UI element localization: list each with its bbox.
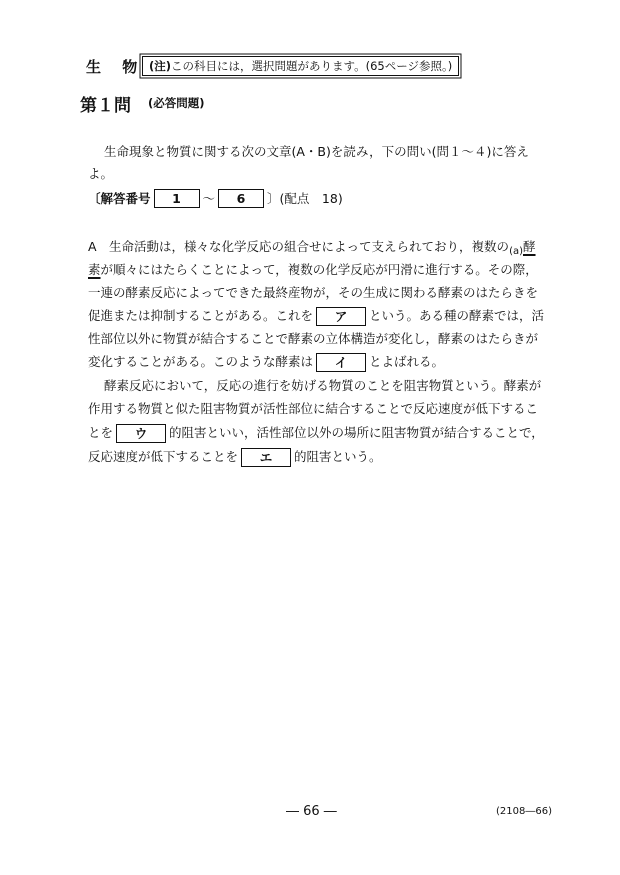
passage-text: 反応速度が低下することを (88, 449, 239, 464)
blank-box-i: イ (316, 353, 366, 372)
blank-box-a: ア (316, 307, 366, 326)
passage-line-1 (88, 236, 536, 258)
passage-text: が順々にはたらくことによって，複数の化学反応が円滑に進行する。その際， (100, 262, 538, 277)
passage-line-4 (88, 305, 544, 327)
passage-line-9 (88, 422, 544, 444)
passage-text: とよばれる。 (369, 354, 445, 369)
passage-line-7: 酵素反応において，反応の進行を妨げる物質のことを阻害物質という。酵素が (104, 378, 542, 393)
blank-box-u: ウ (116, 424, 166, 443)
passage-text: 的阻害といい，活性部位以外の場所に阻害物質が結合することで， (169, 425, 544, 440)
passage-text: A 生命活動は，様々な化学反応の組合せによって支えられており，複数の (88, 239, 510, 254)
answer-box-from: 1 (154, 189, 200, 208)
answer-box-to: 6 (218, 189, 264, 208)
notice-box (142, 56, 459, 76)
answer-number-range (88, 188, 343, 208)
intro-line-1: 生命現象と物質に関する次の文章(A・B)を読み，下の問い(問１～４)に答え (104, 144, 529, 159)
underlined-enzyme-2: 素 (88, 262, 101, 277)
page-number: ― 66 ― (286, 804, 337, 819)
answer-points: 〕(配点 18) (267, 191, 343, 206)
question-title: 第１問 (80, 96, 131, 116)
passage-text: とを (88, 425, 114, 440)
answer-tilde: ～ (202, 191, 216, 206)
passage-text: 的阻害という。 (294, 449, 382, 464)
passage-line-3: 一連の酵素反応によってできた最終産物が，その生成に関わる酵素のはたらきを (88, 285, 539, 300)
underlined-enzyme-1: 酵 (523, 239, 536, 254)
passage-text: 促進または抑制することがある。これを (88, 308, 314, 323)
passage-text: という。ある種の酵素では，活 (369, 308, 545, 323)
underline-marker-a: (a) (509, 246, 523, 257)
page-code: (2108―66) (496, 806, 552, 817)
subject-label: 生 物 (86, 58, 146, 76)
answer-label: 〔解答番号 (88, 191, 151, 206)
intro-line-2: よ。 (88, 166, 114, 181)
passage-line-8: 作用する物質と似た阻害物質が活性部位に結合することで反応速度が低下するこ (88, 401, 539, 416)
passage-text: 変化することがある。このような酵素は (88, 354, 314, 369)
passage-line-2 (88, 259, 538, 281)
notice-prefix: (注) (149, 59, 172, 73)
blank-box-e: エ (241, 448, 291, 467)
passage-line-5: 性部位以外に物質が結合することで酵素の立体構造が変化し，酵素のはたらきが (88, 331, 539, 346)
passage-line-10 (88, 446, 382, 468)
passage-line-6 (88, 351, 444, 373)
question-subtitle: (必答問題) (148, 96, 205, 110)
notice-text: この科目には，選択問題があります。(65ページ参照。) (171, 59, 453, 73)
